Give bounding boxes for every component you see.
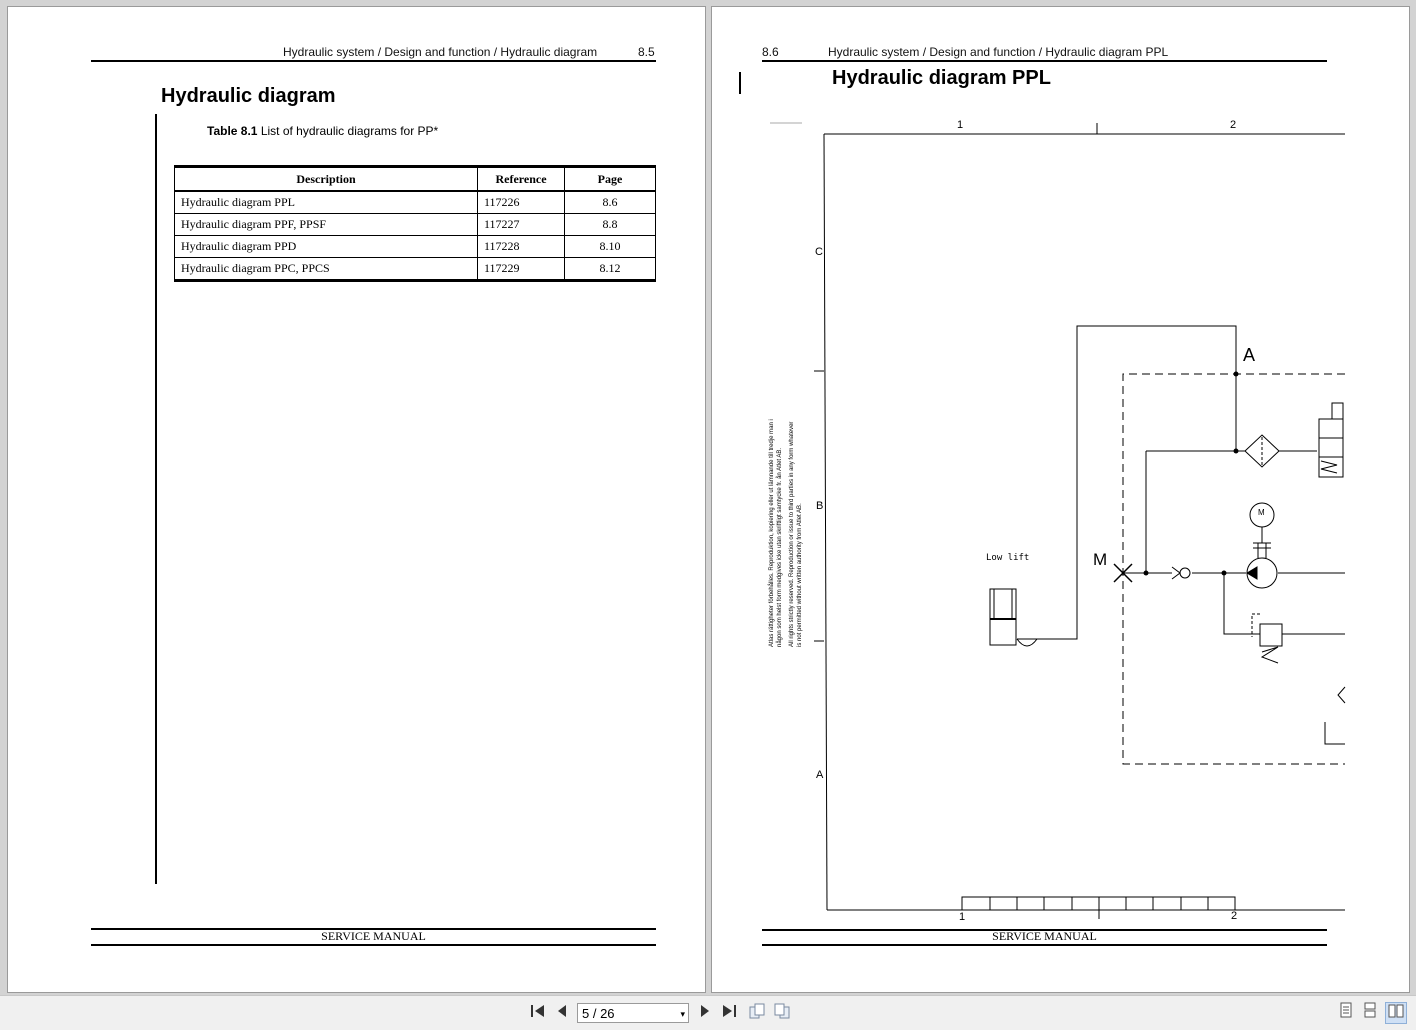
table-row — [175, 236, 656, 258]
footer-rule-bottom — [762, 944, 1327, 946]
header-path: Hydraulic system / Design and function / Hydraulic diagram — [283, 45, 598, 59]
cell-description: Hydraulic diagram PPL — [175, 191, 478, 214]
table-row — [175, 191, 656, 214]
cell-reference: 117226 — [478, 191, 565, 214]
grid-label-top: 2 — [1230, 119, 1237, 131]
viewer-toolbar — [0, 995, 1416, 1030]
copyright-line: is not permitted without written authority from Atlet AB. — [797, 503, 803, 647]
column-header-page: Page — [565, 167, 656, 192]
page-number-select[interactable] — [577, 1003, 689, 1023]
table-header-row — [175, 167, 656, 192]
document-page-right — [711, 6, 1410, 993]
grid-label-side: C — [815, 246, 823, 258]
column-header-reference: Reference — [478, 167, 565, 192]
grid-label-bottom: 1 — [959, 911, 966, 923]
cell-page: 8.10 — [565, 236, 656, 258]
port-label-a: A — [1243, 345, 1256, 365]
document-page-left — [7, 6, 706, 993]
copyright-line: Atlas rättigheter förbehålles. Reproduktion, kopiering eller ut lämnande till tredje man i — [769, 419, 775, 647]
cell-page: 8.6 — [565, 191, 656, 214]
cell-description: Hydraulic diagram PPC, PPCS — [175, 258, 478, 281]
cell-reference: 117227 — [478, 214, 565, 236]
grid-label-side: B — [816, 500, 824, 512]
page-footer: SERVICE MANUAL — [321, 929, 426, 943]
hydraulic-diagram-table — [174, 165, 656, 282]
copyright-line: All rights strictly reserved. Reproduction or issue to third parties in any form whatever — [789, 421, 795, 647]
grid-label-top: 1 — [957, 119, 964, 131]
cell-reference: 117228 — [478, 236, 565, 258]
cell-page: 8.8 — [565, 214, 656, 236]
table-row — [175, 258, 656, 281]
table-label: Table 8.1 — [207, 124, 258, 138]
table-caption — [207, 124, 438, 138]
grid-label-bottom: 2 — [1231, 910, 1238, 922]
header-page-number: 8.6 — [762, 45, 779, 59]
low-lift-label: Low lift — [986, 553, 1030, 563]
copyright-line: någon som helst form medgives icke utan skriftligt samtycke fr. ån Atlet AB. — [777, 447, 783, 647]
measure-point-label: M — [1093, 550, 1108, 569]
header-path: Hydraulic system / Design and function / Hydraulic diagram PPL — [828, 45, 1169, 59]
chevron-down-icon: ▾ — [680, 1009, 685, 1019]
cell-page: 8.12 — [565, 258, 656, 281]
cell-description: Hydraulic diagram PPF, PPSF — [175, 214, 478, 236]
page-title: Hydraulic diagram PPL — [832, 67, 1051, 89]
single-page-view-icon[interactable] — [1335, 1002, 1357, 1024]
motor-symbol — [1250, 503, 1274, 527]
rotate-cw-icon[interactable] — [771, 1002, 793, 1024]
continuous-view-icon[interactable] — [1359, 1002, 1381, 1024]
next-page-icon[interactable] — [694, 1002, 716, 1024]
page-number-value: 5 / 26 — [582, 1006, 615, 1021]
page-footer: SERVICE MANUAL — [992, 929, 1097, 943]
frame-left — [824, 134, 827, 910]
motor-label: M — [1258, 508, 1265, 517]
cell-reference: 117229 — [478, 258, 565, 281]
grid-label-side: A — [816, 769, 824, 781]
footer-rule-bottom — [91, 944, 656, 946]
previous-page-icon[interactable] — [551, 1002, 573, 1024]
rotate-ccw-icon[interactable] — [746, 1002, 768, 1024]
hydraulic-schematic — [712, 7, 1409, 992]
two-page-view-icon[interactable] — [1385, 1002, 1407, 1024]
column-header-description: Description — [175, 167, 478, 192]
page-title: Hydraulic diagram — [161, 85, 336, 107]
header-page-number: 8.5 — [638, 45, 655, 59]
cell-description: Hydraulic diagram PPD — [175, 236, 478, 258]
last-page-icon[interactable] — [718, 1002, 740, 1024]
change-bar — [155, 114, 157, 884]
table-caption-text: List of hydraulic diagrams for PP* — [260, 124, 439, 138]
first-page-icon[interactable] — [527, 1002, 549, 1024]
table-row — [175, 214, 656, 236]
header-rule — [91, 60, 656, 62]
valve-block-outline — [1123, 374, 1345, 764]
